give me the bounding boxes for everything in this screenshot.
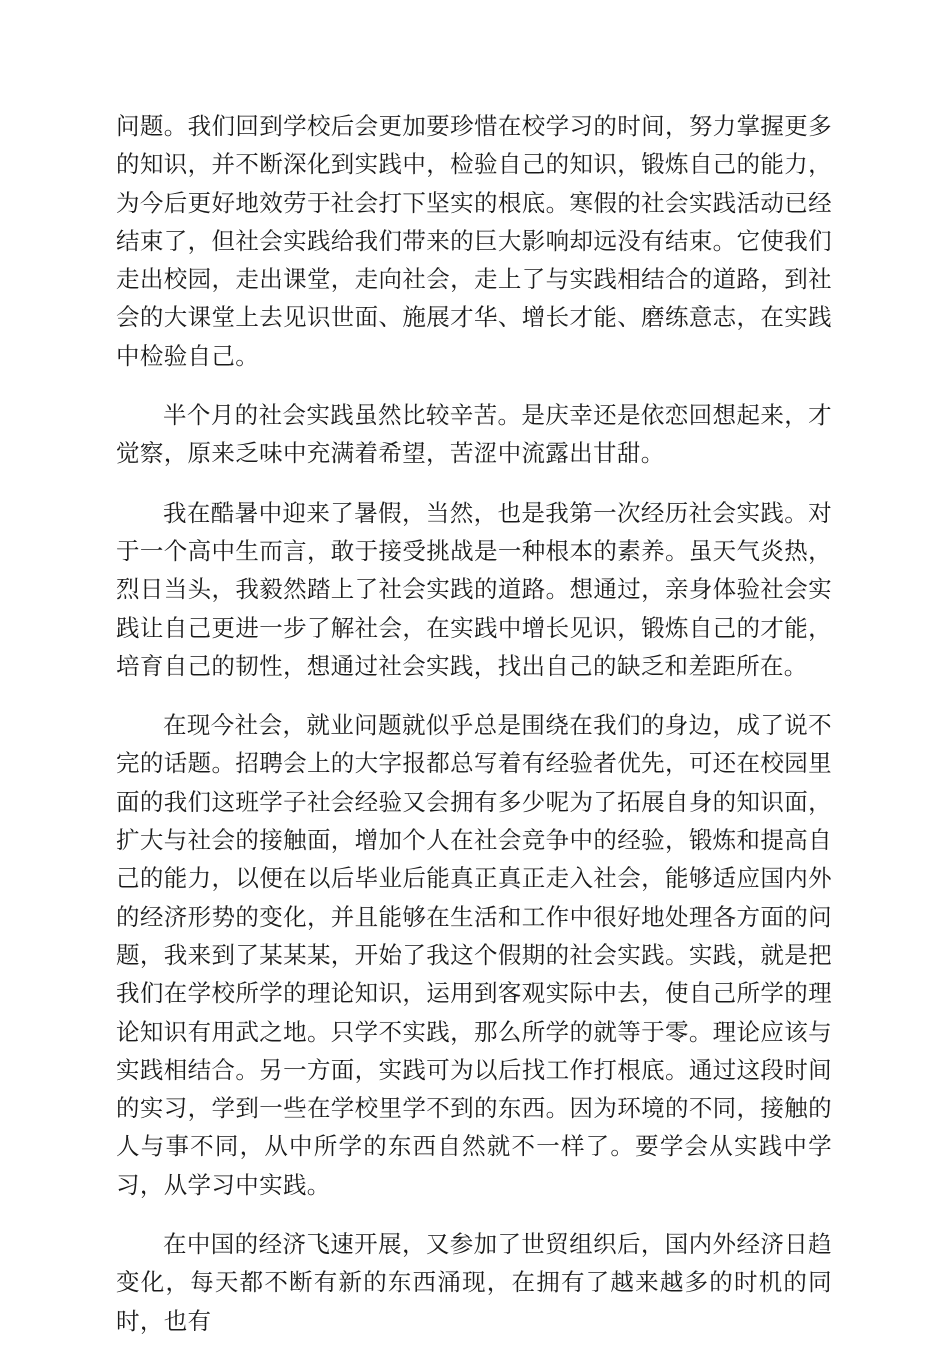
paragraph-china-economy: 在中国的经济飞速开展，又参加了世贸组织后，国内外经济日趋变化，每天都不断有新的东西涌现，在拥有了越来越多的时机的同时，也有 xyxy=(116,1230,832,1335)
document-body xyxy=(116,107,832,1361)
paragraph-summer-vacation: 我在酷暑中迎来了暑假，当然，也是我第一次经历社会实践。对于一个高中生而言，敢于接受挑战是一种根本的素养。虽天气炎热，烈日当头，我毅然踏上了社会实践的道路。想通过，亲身体验社会实践让自己更进一步了解社会，在实践中增长见识，锻炼自己的才能，培育自己的韧性，想通过社会实践，找出自己的缺乏和差距所在。 xyxy=(116,498,832,680)
paragraph-continuation: 问题。我们回到学校后会更加要珍惜在校学习的时间，努力掌握更多的知识，并不断深化到实践中，检验自己的知识，锻炼自己的能力，为今后更好地效劳于社会打下坚实的根底。寒假的社会实践活动已经结束了，但社会实践给我们带来的巨大影响却远没有结束。它使我们走出校园，走出课堂，走向社会，走上了与实践相结合的道路，到社会的大课堂上去见识世面、施展才华、增长才能、磨练意志，在实践中检验自己。 xyxy=(116,112,832,370)
paragraph-employment-issue: 在现今社会，就业问题就似乎总是围绕在我们的身边，成了说不完的话题。招聘会上的大字报都总写着有经验者优先，可还在校园里面的我们这班学子社会经验又会拥有多少呢为了拓展自身的知识面，扩大与社会的接触面，增加个人在社会竞争中的经验，锻炼和提高自己的能力，以便在以后毕业后能真正真正走入社会，能够适应国内外的经济形势的变化，并且能够在生活和工作中很好地处理各方面的问题，我来到了某某某，开始了我这个假期的社会实践。实践，就是把我们在学校所学的理论知识，运用到客观实际中去，使自己所学的理论知识有用武之地。只学不实践，那么所学的就等于零。理论应该与实践相结合。另一方面，实践可为以后找工作打根底。通过这段时间的实习，学到一些在学校里学不到的东西。因为环境的不同，接触的人与事不同，从中所学的东西自然就不一样了。要学会从实践中学习，从学习中实践。 xyxy=(116,711,832,1199)
paragraph-half-month-practice: 半个月的社会实践虽然比较辛苦。是庆幸还是依恋回想起来，才觉察，原来乏味中充满着希望，苦涩中流露出甘甜。 xyxy=(116,401,832,468)
